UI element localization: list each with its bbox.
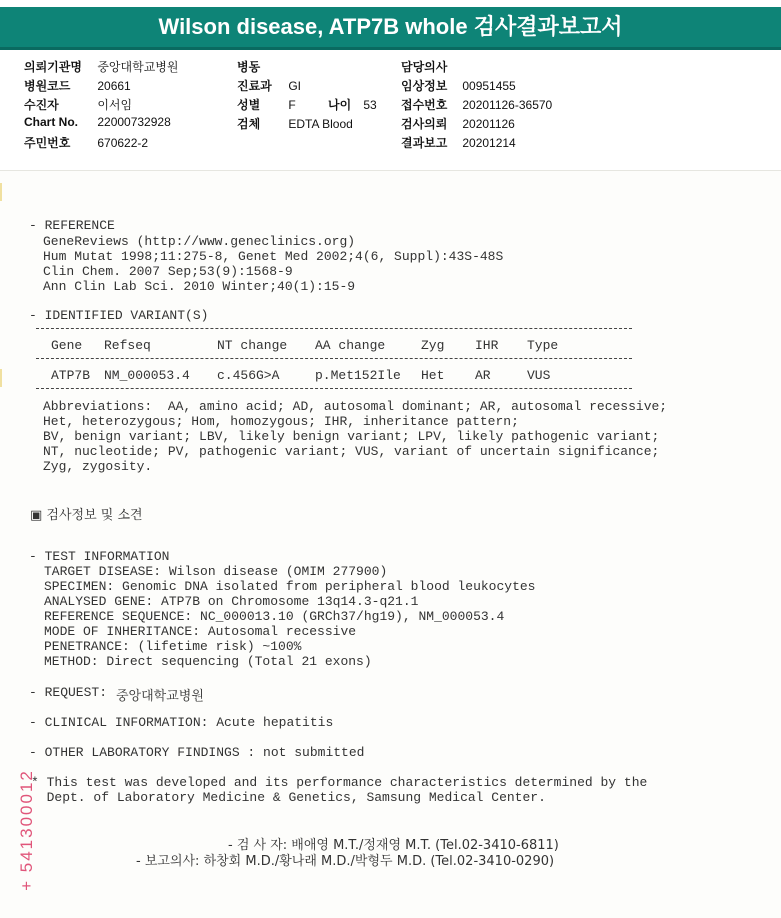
col-gene: Gene <box>51 338 83 353</box>
abbreviation-line: Zyg, zygosity. <box>43 459 153 474</box>
report-date-value: 20201214 <box>462 136 516 150</box>
chart-no-value: 22000732928 <box>97 115 171 129</box>
header-row-resident-no <box>24 134 148 151</box>
abbreviation-line: NT, nucleotide; PV, pathogenic variant; VUS, variant of uncertain significance; <box>43 444 660 459</box>
footnote-line: * This test was developed and its performance characteristics determined by the <box>31 775 648 790</box>
hospital-code-value: 20661 <box>97 79 131 93</box>
request-date-value: 20201126 <box>462 117 515 131</box>
doctor-label: 담당의사 <box>401 60 448 74</box>
scanned-report-sheet <box>0 170 781 918</box>
hospital-code-label: 병원코드 <box>24 79 71 93</box>
test-info-line: METHOD: Direct sequencing (Total 21 exons) <box>44 654 372 669</box>
col-refseq: Refseq <box>104 338 151 353</box>
header-row-hospital-code <box>24 77 131 94</box>
scan-edge-mark <box>0 369 8 387</box>
request-date-label: 검사의뢰 <box>401 117 448 131</box>
header-row-clinical-info <box>401 77 516 94</box>
col-nt-change: NT change <box>217 338 288 353</box>
header-row-institution <box>24 58 179 75</box>
abbreviation-line: Het, heterozygous; Hom, homozygous; IHR, inheritance pattern; <box>43 414 519 429</box>
accession-no-label: 접수번호 <box>401 98 448 112</box>
variant-heading: - IDENTIFIED VARIANT(S) <box>29 308 209 323</box>
table-divider <box>36 358 632 359</box>
cell-aa-change: p.Met152Ile <box>315 368 401 383</box>
age-label: 나이 <box>328 98 352 112</box>
sex-value: F <box>288 98 296 112</box>
table-divider <box>36 388 632 389</box>
header-row-accession-no <box>401 96 552 113</box>
col-ihr: IHR <box>475 338 499 353</box>
header-row-department <box>237 77 301 94</box>
scan-edge-mark <box>0 183 8 201</box>
accession-no-value: 20201126-36570 <box>462 98 553 112</box>
request-value: 중앙대학교병원 <box>116 689 204 704</box>
resident-no-value: 670622-2 <box>97 136 149 150</box>
patient-value: 이서임 <box>97 98 133 112</box>
ward-label: 병동 <box>237 60 261 74</box>
reporting-physician-signature: - 보고의사: 하창회 M.D./황나래 M.D./박형두 M.D. (Tel.02-3410-0290) <box>136 854 555 869</box>
test-info-line: SPECIMEN: Genomic DNA isolated from peripheral blood leukocytes <box>44 579 536 594</box>
reference-heading: - REFERENCE <box>29 218 115 233</box>
section-title: ▣ 검사정보 및 소견 <box>30 508 143 523</box>
header-row-doctor <box>401 58 462 75</box>
department-value: GI <box>288 79 302 93</box>
cell-ihr: AR <box>475 368 491 383</box>
col-zyg: Zyg <box>421 338 445 353</box>
report-title: Wilson disease, ATP7B whole 검사결과보고서 <box>0 7 781 50</box>
clinical-information: - CLINICAL INFORMATION: Acute hepatitis <box>29 715 334 730</box>
resident-no-label: 주민번호 <box>24 136 71 150</box>
patient-label: 수진자 <box>24 98 59 112</box>
clinical-info-value: 00951455 <box>462 79 516 93</box>
test-info-line: ANALYSED GENE: ATP7B on Chromosome 13q14.3-q21.1 <box>44 594 419 609</box>
col-aa-change: AA change <box>315 338 386 353</box>
chart-no-label: Chart No. <box>24 115 78 129</box>
header-row-patient <box>24 96 132 113</box>
abbreviation-line: Abbreviations: AA, amino acid; AD, autosomal dominant; AR, autosomal recessive; <box>43 399 668 414</box>
accession-stamp <box>12 760 36 910</box>
cell-refseq: NM_000053.4 <box>104 368 190 383</box>
reference-line: Clin Chem. 2007 Sep;53(9):1568-9 <box>43 264 293 279</box>
institution-label: 의뢰기관명 <box>24 60 82 74</box>
reference-line: GeneReviews (http://www.geneclinics.org) <box>43 234 356 249</box>
accession-stamp-text: + 541300012 <box>17 769 36 891</box>
age-value: 53 <box>363 98 377 112</box>
other-lab-findings: - OTHER LABORATORY FINDINGS : not submitted <box>29 745 365 760</box>
request-label: - REQUEST: <box>29 685 108 700</box>
report-header <box>0 50 781 160</box>
specimen-label: 검체 <box>237 117 261 131</box>
cell-nt-change: c.456G>A <box>217 368 280 383</box>
specimen-value: EDTA Blood <box>288 117 353 131</box>
header-row-age <box>328 96 377 113</box>
cell-gene: ATP7B <box>51 368 91 383</box>
cell-type: VUS <box>527 368 551 383</box>
test-info-line: PENETRANCE: (lifetime risk) ~100% <box>44 639 302 654</box>
footnote-line: Dept. of Laboratory Medicine & Genetics, Samsung Medical Center. <box>31 790 546 805</box>
test-info-line: MODE OF INHERITANCE: Autosomal recessive <box>44 624 357 639</box>
header-row-chart-no <box>24 115 171 129</box>
report-date-label: 결과보고 <box>401 136 448 150</box>
department-label: 진료과 <box>237 79 272 93</box>
clinical-info-label: 임상정보 <box>401 79 448 93</box>
header-row-report-date <box>401 134 516 151</box>
sex-label: 성별 <box>237 98 261 112</box>
header-row-ward <box>237 58 288 75</box>
col-type: Type <box>527 338 559 353</box>
test-info-line: TARGET DISEASE: Wilson disease (OMIM 277900) <box>44 564 388 579</box>
header-row-request-date <box>401 115 515 132</box>
abbreviation-line: BV, benign variant; LBV, likely benign variant; LPV, likely pathogenic variant; <box>43 429 660 444</box>
header-row-sex <box>237 96 296 113</box>
header-row-specimen <box>237 115 353 132</box>
examiner-signature: - 검 사 자: 배애영 M.T./정재영 M.T. (Tel.02-3410-6811) <box>228 838 559 853</box>
reference-line: Hum Mutat 1998;11:275-8, Genet Med 2002;4(6, Suppl):43S-48S <box>43 249 504 264</box>
institution-value: 중앙대학교병원 <box>97 60 179 74</box>
reference-line: Ann Clin Lab Sci. 2010 Winter;40(1):15-9 <box>43 279 356 294</box>
test-info-line: REFERENCE SEQUENCE: NC_000013.10 (GRCh37/hg19), NM_000053.4 <box>44 609 505 624</box>
test-info-heading: - TEST INFORMATION <box>29 549 170 564</box>
cell-zyg: Het <box>421 368 445 383</box>
table-divider <box>36 328 632 329</box>
